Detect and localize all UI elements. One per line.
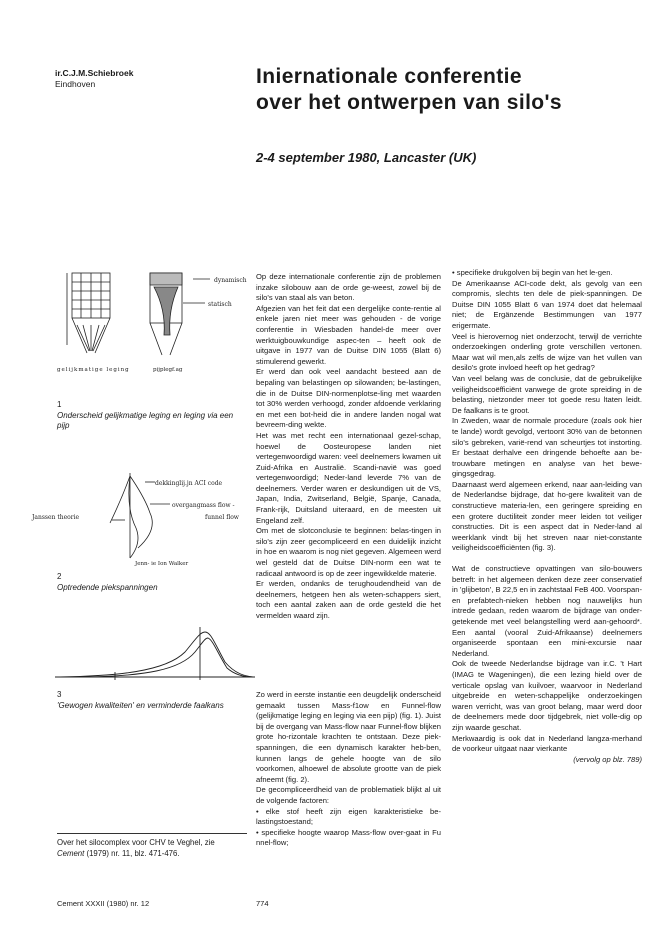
- fig2-label-funnel: funnel flow: [205, 514, 239, 521]
- paragraph: Het was met recht een internationaal gezel-schap, hoewel de Oosteuropese landen niet vertegenwoordigd waren: veel deelnemers kwamen uit Zuid-Afrika en Australië. Scandi-navië was goed vertegenwoordigd; Neder-land leverde 7% van de deelnemers. Verder waren er deskundigen uit de VS, Japan, India, Zwitserland, België, Spanje, Canada, Frank-rijk, Duitsland uiteraard, en de meesten uit Engeland zelf.: [256, 430, 441, 525]
- title-line-1: Iniernationale conferentie: [256, 65, 522, 88]
- paragraph: Ook de tweede Nederlandse bijdrage van ir.C. 't Hart (IMAG te Wageningen), die een lezing hield over de verticale opslag van kuilvoer, waarvoor in Nederland uitgebreide en weten-schappelijke onderzoekingen waren verricht, was van groot belang, maar werd door de deelnemers mede door tijdgebrek, niet volle-dig op zijn waarde geschat.: [452, 659, 642, 732]
- figure-2-diagram: [30, 468, 255, 568]
- footnote-line-1: Over het silocomplex voor CHV te Veghel, zie: [57, 838, 215, 847]
- body-column-1-lower: [256, 690, 441, 849]
- paragraph: Van veel belang was de conclusie, dat de gebruikelijke veiligheidscoëfficiënt vanwege de grote spreiding in de belasting, nietzonder meer tot goede resu ltaten leidt. De faalkans is te groot.: [452, 373, 642, 415]
- continued-note: (vervolg op blz. 789): [573, 754, 642, 764]
- author-city: Eindhoven: [55, 79, 96, 89]
- figure-1-caption-block: [57, 400, 247, 432]
- figure-2-caption-block: [57, 572, 247, 593]
- author-name: ir.C.J.M.Schiebroek: [55, 68, 134, 78]
- body-column-1: [256, 272, 441, 622]
- footer-journal: Cement XXXII (1980) nr. 12: [57, 899, 150, 908]
- fig1-label-pipe-flow: pijplegf.ag: [153, 367, 183, 373]
- page-number: 774: [256, 899, 269, 908]
- footnote-journal: Cement: [57, 848, 85, 858]
- article-subtitle: 2-4 september 1980, Lancaster (UK): [256, 150, 477, 165]
- paragraph: Zo werd in eerste instantie een deugdelijk onderscheid gemaakt tussen Mass-f1ow en Funnel-flow (gelijkmatige leging en leging via een pijp) (fig. 1). Juist bij de overgang van Mass-flow naar Funnel-flow blijken grote ho-rizontale krachten te ontstaan. Deze piek-spanningen, die een dynamisch karakter heb-ben, kunnen langs de gehele hoogte van de silo voorkomen, alhoewel de absolute grootte van de piek afneemt (fig. 2).: [256, 690, 441, 784]
- fig1-label-mass-flow: gelijkmatige leging: [57, 367, 130, 373]
- fig2-label-overgang: overgangmass flow -: [172, 502, 235, 509]
- fig1-label-statisch: statisch: [208, 301, 232, 308]
- paragraph: • elke stof heeft zijn eigen karakteristieke be-lastingstoestand;: [256, 806, 441, 827]
- paragraph: Daarnaast werd algemeen erkend, naar aan-leiding van de Nederlandse bijdrage, dat ho-gere kwaliteit van de constructieve materia-len, een geringere spreiding en een grotere ductiliteit zonder meer leiden tot veiliger constructies. Dit is een aspect dat in Neder-land al weerklank vindt bij het streven naar niet-constante veiligheidscoëfficiënten (fig. 3).: [452, 479, 642, 553]
- figure-3-caption: 'Gewogen kwaliteiten' en verminderde faalkans: [57, 700, 224, 710]
- figure-3-diagram: [55, 622, 255, 684]
- paragraph: Om met de slotconclusie te beginnen: belas-tingen in silo's zijn zeer gecompliceerd en een duidelijk inzicht in hoe en waarom is nog niet gegeven. Algemeen werd wel gesteld dat de Duitse DIN-norm een wat te radicaal antwoord is op de zeer ingewikkelde materie.: [256, 526, 441, 578]
- paragraph: Afgezien van het feit dat een dergelijke conte-rentie al enkele jaren niet meer was gehouden - de vorige conferentie in Wiesbaden handel-de meer over werktuigbouwkundige aspec-ten – heeft ook de uitgave in 1977 van de Duitse DIN 1055 (Blatt 6) stimulerend gewerkt.: [256, 303, 441, 366]
- fig2-label-walker: Jenn- ie Ion Walker: [135, 561, 189, 567]
- footnote-rule: [57, 833, 247, 834]
- paragraph: Er werden, ondanks de terughoudendheid van de deelnemers, hetgeen hen als weten-schappers siert, toch een aantal zaken aan de orde gesteld die het vermelden waard zijn.: [256, 579, 441, 620]
- paragraph: Veel is hierovernog niet onderzocht, terwijl de verrichte onderzoekingen onderling grote verschillen vertonen. Maar wat wil men,als zelfs de wijze van het vullen van desilo's grote invloed heeft op het gedrag?: [452, 331, 642, 373]
- figure-3-caption-block: [57, 690, 247, 711]
- figure-2-caption: Optredende piekspanningen: [57, 582, 158, 592]
- paragraph: Merkwaardig is ook dat in Nederland langza-merhand de voorkeur uitgaat naar vierkante: [452, 733, 642, 754]
- footnote: [57, 838, 247, 859]
- footnote-line-2: (1979) nr. 11, blz. 471-476.: [84, 848, 180, 858]
- paragraph: Op deze internationale conferentie zijn de problemen inzake silobouw aan de orde ge-weest, zowel bij de silo's van staal als van beton.: [256, 272, 441, 303]
- paragraph: • specifieke hoogte waarop Mass-flow over-gaat in Fu nnel-flow;: [256, 827, 441, 848]
- figure-1-caption: Onderscheid gelijkmatige leging en leging via een pijp: [57, 410, 234, 430]
- paragraph: De gecompliceerdheid van de problematiek blijkt al uit de volgende factoren:: [256, 785, 441, 805]
- author-block: [55, 68, 133, 90]
- figure-1-diagram: [55, 265, 255, 380]
- body-column-2: [452, 268, 642, 765]
- figure-1-number: 1: [57, 400, 62, 409]
- article-title: [256, 64, 562, 116]
- fig2-label-aci: dekkinglij.jn ACI code: [155, 480, 223, 487]
- fig2-label-janssen: Janssen theorie: [32, 514, 80, 521]
- paragraph: Wat de constructieve opvattingen van silo-bouwers betreft: in het algemeen denken deze zeer conservatief in 'glijbeton', B 22,5 en in zachtstaal FeB 400. Voorspan- en prefabtech-nieken hebben nog nauwelijks hun intrede gedaan, reden waarom de bijdrage van onder-getekende met veel belangstelling werd aan-gehoord*. Een aantal (vooral Zuid-Afrikaanse) deelnemers organiseerde spontaan een mini-excursie naar Nederland.: [452, 564, 642, 658]
- figure-2-number: 2: [57, 572, 62, 581]
- title-line-2: over het ontwerpen van silo's: [256, 91, 562, 114]
- figure-3-number: 3: [57, 690, 62, 699]
- paragraph: • specifieke drukgolven bij begin van het le-gen.: [452, 268, 613, 277]
- paragraph: In Zweden, waar de normale procedure (zoals ook hier te lande) wordt gevolgd, vertoont 30% van de betonnen silo's gebreken, varië-rend van scheurtjes tot instorting. Er bestaat derhalve een dringende behoefte aan be-trouwbare metingen en analyse van het bewe-gingsgedrag.: [452, 416, 642, 479]
- fig1-label-dynamisch: dynamisch: [214, 277, 247, 284]
- paragraph: De Amerikaanse ACI-code dekt, als gevolg van een compromis, slechts ten dele de piek-spanningen. De Duitse DIN 1055 Blatt 6 van 1974 doet dat helemaal niet; de Ergänzende Bestimmungen van 1977 erigermate.: [452, 278, 642, 330]
- paragraph: Er werd dan ook veel aandacht besteed aan de bepaling van belastingen op silowanden; be-lastingen, die in de Duitse DIN-normenplotse-ling met waarden tot 30% werden verhoogd, zonder afdoende verklaring en met een bot-heid die in andere landen nogal wat bevreem-ding wekte.: [256, 367, 441, 430]
